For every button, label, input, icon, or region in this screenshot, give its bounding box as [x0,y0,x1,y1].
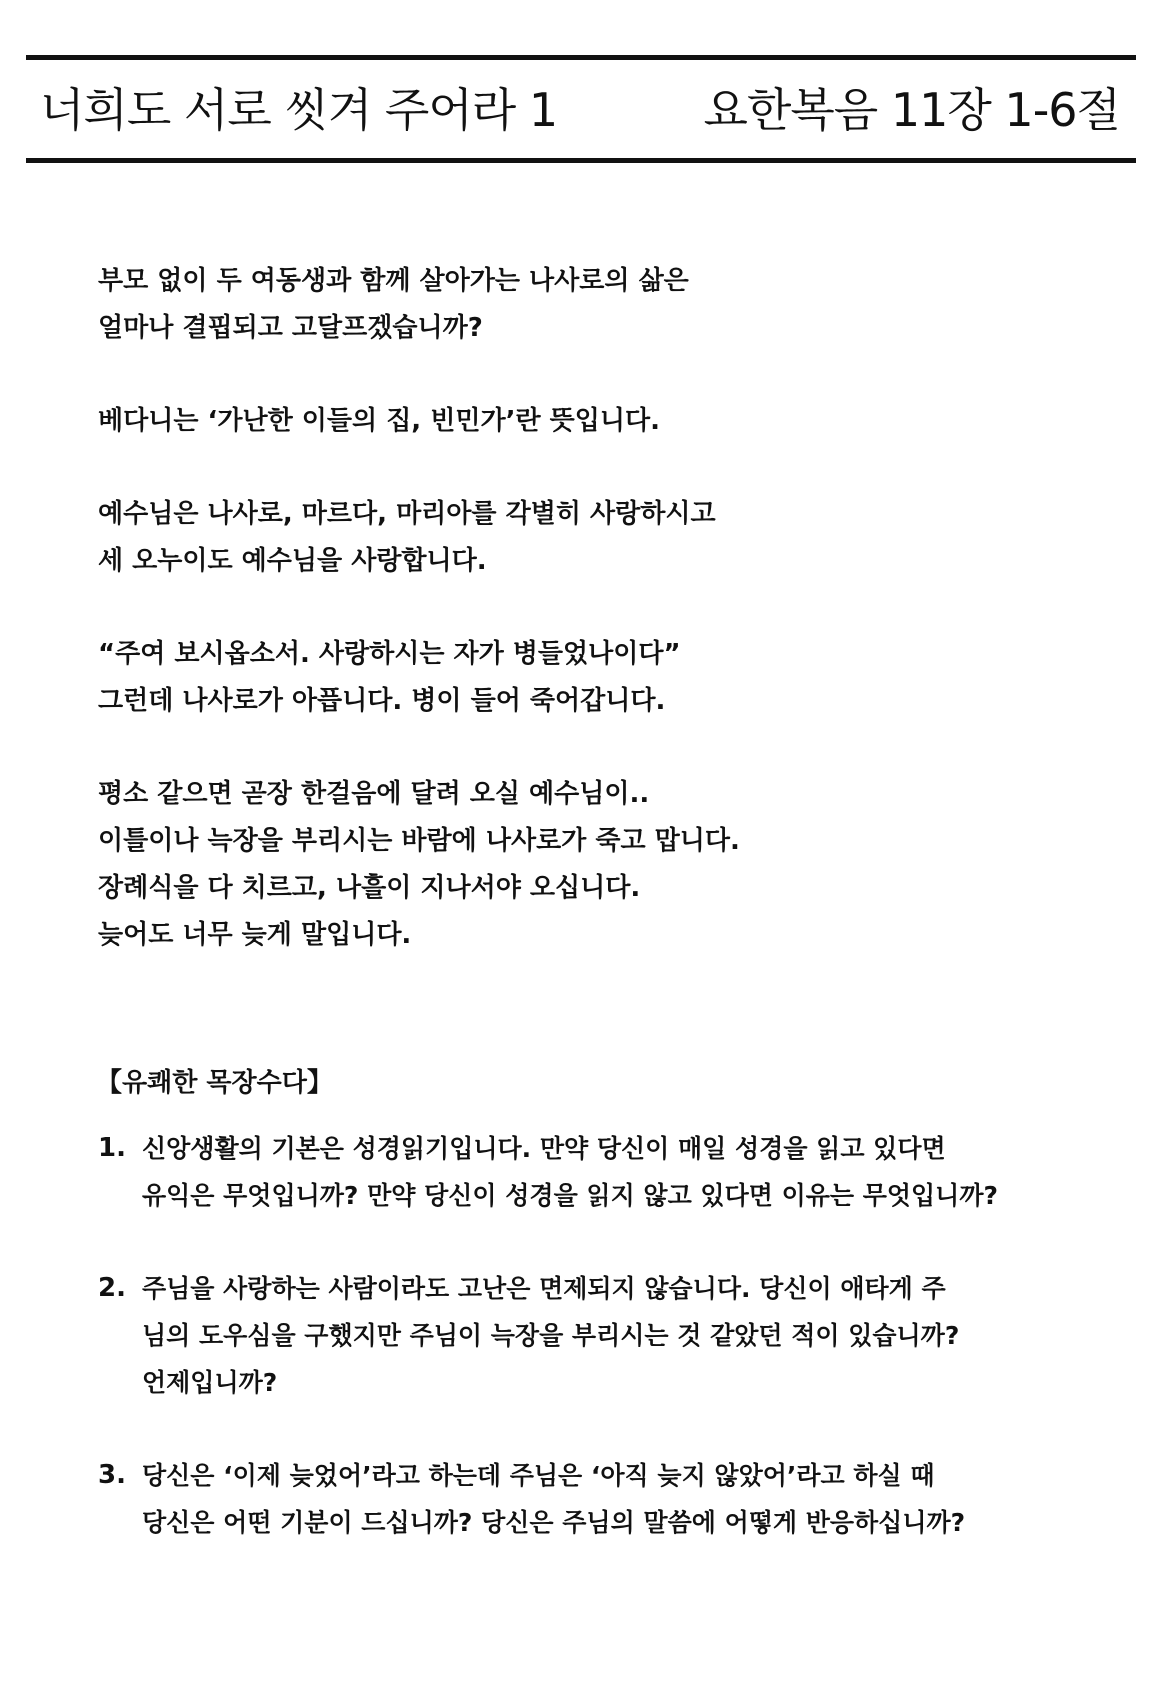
paragraph [98,398,1098,445]
paragraph [98,491,1098,585]
question-item [98,1265,1098,1406]
question-line: 당신은 어떤 기분이 드십니까? 당신은 주님의 말씀에 어떻게 반응하십니까? [142,1508,966,1537]
paragraph-line: 이틀이나 늑장을 부리시는 바람에 나사로가 죽고 맙니다. [98,826,740,856]
paragraph [98,771,1098,959]
question-item [98,1125,1098,1219]
paragraph-line: “주여 보시옵소서. 사랑하시는 자가 병들었나이다” [98,639,681,669]
question-item [98,1452,1098,1546]
question-line: 언제입니까? [142,1368,278,1397]
sermon-title: 너희도 서로 씻겨 주어라 1 [40,83,558,137]
paragraph-line: 늦어도 너무 늦게 말입니다. [98,920,412,950]
paragraph-line: 부모 없이 두 여동생과 함께 살아가는 나사로의 삶은 [98,266,689,296]
paragraph-line: 얼마나 결핍되고 고달프겠습니까? [98,313,483,343]
paragraph-line: 베다니는 ‘가난한 이들의 집, 빈민가’란 뜻입니다. [98,406,660,436]
question-line: 당신은 ‘이제 늦었어’라고 하는데 주님은 ‘아직 늦지 않았어’라고 하실 때 [142,1461,935,1490]
question-number: 3. [98,1460,126,1490]
paragraph-line: 장례식을 다 치르고, 나흘이 지나서야 오십니다. [98,873,641,903]
paragraph-line: 예수님은 나사로, 마르다, 마리아를 각별히 사랑하시고 [98,499,716,529]
question-number: 2. [98,1273,126,1303]
question-line: 님의 도우심을 구했지만 주님이 늑장을 부리시는 것 같았던 적이 있습니까? [142,1321,960,1350]
paragraph-line: 평소 같으면 곧장 한걸음에 달려 오실 예수님이.. [98,779,650,809]
question-number: 1. [98,1133,126,1163]
question-line: 신앙생활의 기본은 성경읽기입니다. 만약 당신이 매일 성경을 읽고 있다면 [142,1134,946,1163]
sermon-body [98,258,1098,1005]
header-top-rule [26,55,1136,60]
question-line: 주님을 사랑하는 사람이라도 고난은 면제되지 않습니다. 당신이 애타게 주 [142,1274,946,1303]
scripture-reference: 요한복음 11장 1-6절 [703,83,1120,137]
question-list [98,1125,1098,1592]
paragraph-line: 세 오누이도 예수님을 사랑합니다. [98,546,487,576]
paragraph [98,631,1098,725]
paragraph [98,258,1098,352]
header-bottom-rule [26,158,1136,163]
discussion-heading: 【유쾌한 목장수다】 [96,1068,333,1098]
question-line: 유익은 무엇입니까? 만약 당신이 성경을 읽지 않고 있다면 이유는 무엇입니까? [142,1181,998,1210]
paragraph-line: 그런데 나사로가 아픕니다. 병이 들어 죽어갑니다. [98,686,666,716]
